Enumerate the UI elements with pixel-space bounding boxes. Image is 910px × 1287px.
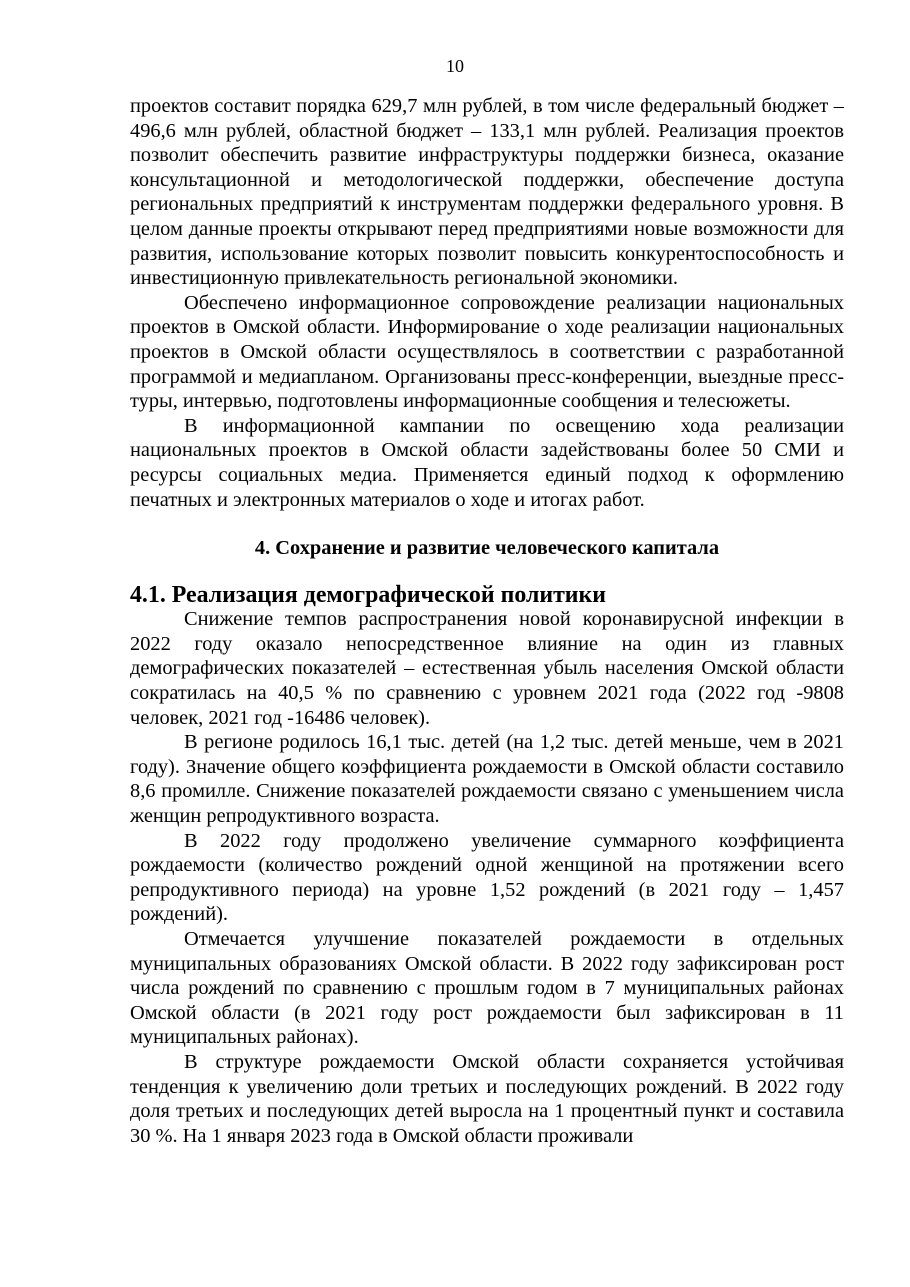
paragraph-birth-structure: В структуре рождаемости Омской области сохраняется устойчивая тенденция к увеличению доли третьих и последующих рождений. В 2022 году доля третьих и последующих детей выросла на 1 процентный пункт и составила 30 %. На 1 января 2023 года в Омской области проживали [130, 1050, 844, 1147]
page-number: 10 [446, 56, 464, 76]
paragraph-municipal-births: Отмечается улучшение показателей рождаемости в отдельных муниципальных образованиях Омской области. В 2022 году зафиксирован рост числа рождений по сравнению с прошлым годом в 7 муниципальных районах Омской области (в 2021 году рост рождаемости был зафиксирован в 11 муниципальных районах). [130, 928, 844, 1049]
paragraph-projects-funding: проектов составит порядка 629,7 млн рублей, в том числе федеральный бюджет – 496,6 млн рублей, областной бюджет – 133,1 млн рублей. Реализация проектов позволит обеспечить развитие инфраструктуры поддержки бизнеса, оказание консультационной и методологической поддержки, обеспечение доступа региональных предприятий к инструментам поддержки федерального уровня. В целом данные проекты открывают перед предприятиями новые возможности для развития, использование которых позволит повысить конкурентоспособность и инвестиционную привлекательность региональной экономики. [130, 95, 844, 290]
paragraph-births: В регионе родилось 16,1 тыс. детей (на 1,2 тыс. детей меньше, чем в 2021 году). Значение общего коэффициента рождаемости в Омской области составило 8,6 промилле. Снижение показателей рождаемости связано с уменьшением числа женщин репродуктивного возраста. [130, 731, 844, 828]
paragraph-natural-decline: Снижение темпов распространения новой коронавирусной инфекции в 2022 году оказало непосредственное влияние на один из главных демографических показателей – естественная убыль населения Омской области сократилась на 40,5 % по сравнению с уровнем 2021 года (2022 год -9808 человек, 2021 год -16486 человек). [130, 608, 844, 729]
subsection-heading: 4.1. Реализация демографической политики [130, 581, 607, 608]
paragraph-information-support: Обеспечено информационное сопровождение реализации национальных проектов в Омской области. Информирование о ходе реализации национальных проектов в Омской области осуществлялось в соответствии с разработанной программой и медиапланом. Организованы пресс-конференции, выездные пресс-туры, интервью, подготовлены информационные сообщения и телесюжеты. [130, 291, 844, 413]
page-body [130, 94, 844, 1148]
paragraph-fertility-rate: В 2022 году продолжено увеличение суммарного коэффициента рождаемости (количество рождений одной женщиной на протяжении всего репродуктивного периода) на уровне 1,52 рождений (в 2021 году – 1,457 рождений). [130, 829, 844, 926]
paragraph-information-campaign: В информационной кампании по освещению хода реализации национальных проектов в Омской области задействованы более 50 СМИ и ресурсы социальных медиа. Применяется единый подход к оформлению печатных и электронных материалов о ходе и итогах работ. [130, 414, 844, 511]
section-heading: 4. Сохранение и развитие человеческого капитала [254, 537, 720, 560]
